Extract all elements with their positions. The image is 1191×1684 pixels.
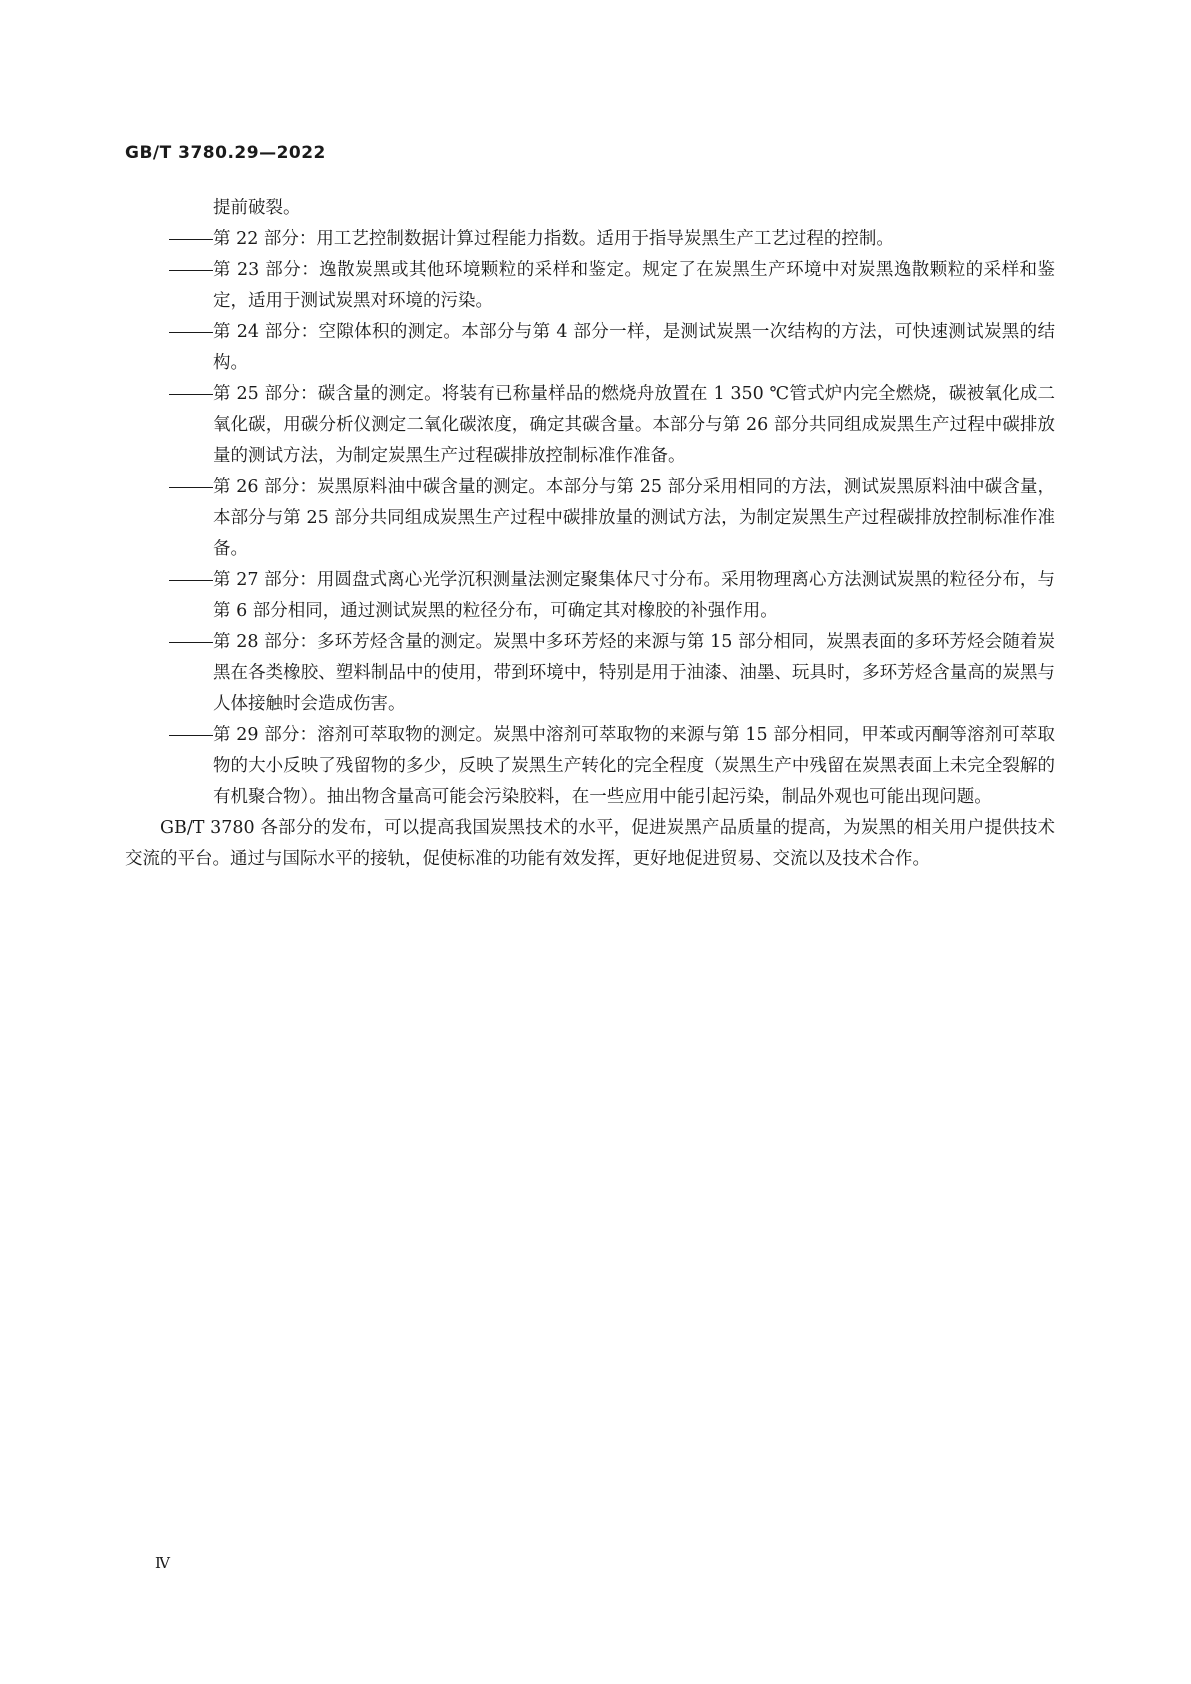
dash-bullet	[125, 565, 213, 627]
list-item	[125, 379, 1055, 472]
list-item-text: 第 28 部分：多环芳烃含量的测定。炭黑中多环芳烃的来源与第 15 部分相同，炭黑表面的多环芳烃会随着炭黑在各类橡胶、塑料制品中的使用，带到环境中，特别是用于油漆、油墨、玩具时，多环芳烃含量高的炭黑与人体接触时会造成伤害。	[213, 632, 1055, 714]
list-item-text: 第 29 部分：溶剂可萃取物的测定。炭黑中溶剂可萃取物的来源与第 15 部分相同，甲苯或丙酮等溶剂可萃取物的大小反映了残留物的多少，反映了炭黑生产转化的完全程度（炭黑生产中残留在炭黑表面上未完全裂解的有机聚合物）。抽出物含量高可能会污染胶料，在一些应用中能引起污染，制品外观也可能出现问题。	[213, 725, 1055, 807]
list-item	[125, 720, 1055, 813]
page-number: Ⅳ	[155, 1554, 170, 1572]
list-item-text: 第 24 部分：空隙体积的测定。本部分与第 4 部分一样，是测试炭黑一次结构的方法，可快速测试炭黑的结构。	[213, 322, 1055, 373]
list-item-text: 第 26 部分：炭黑原料油中碳含量的测定。本部分与第 25 部分采用相同的方法，测试炭黑原料油中碳含量，本部分与第 25 部分共同组成炭黑生产过程中碳排放量的测试方法，为制定炭黑生产过程碳排放控制标准作准备。	[213, 477, 1055, 559]
continuation-line: 提前破裂。	[213, 198, 301, 218]
standard-number: GB/T 3780.29—2022	[125, 143, 326, 163]
dash-bullet	[125, 255, 213, 317]
dash-bullet	[125, 317, 213, 379]
list-item-text: 第 25 部分：碳含量的测定。将装有已称量样品的燃烧舟放置在 1 350 ℃管式炉内完全燃烧，碳被氧化成二氧化碳，用碳分析仪测定二氧化碳浓度，确定其碳含量。本部分与第 26 部分共同组成炭黑生产过程中碳排放量的测试方法，为制定炭黑生产过程碳排放控制标准作准备。	[213, 384, 1055, 466]
closing-paragraph: GB/T 3780 各部分的发布，可以提高我国炭黑技术的水平，促进炭黑产品质量的提高，为炭黑的相关用户提供技术交流的平台。通过与国际水平的接轨，促使标准的功能有效发挥，更好地促进贸易、交流以及技术合作。	[125, 818, 1055, 869]
dash-bullet	[125, 720, 213, 813]
dash-bullet	[125, 472, 213, 565]
list-item	[125, 565, 1055, 627]
dash-bullet	[125, 379, 213, 472]
list-item	[125, 255, 1055, 317]
document-body	[125, 193, 1055, 875]
list-item	[125, 627, 1055, 720]
list-item-text: 第 22 部分：用工艺控制数据计算过程能力指数。适用于指导炭黑生产工艺过程的控制。	[213, 229, 894, 249]
list-item-text: 第 27 部分：用圆盘式离心光学沉积测量法测定聚集体尺寸分布。采用物理离心方法测试炭黑的粒径分布，与第 6 部分相同，通过测试炭黑的粒径分布，可确定其对橡胶的补强作用。	[213, 570, 1055, 621]
dash-bullet	[125, 224, 213, 255]
list-item-text: 第 23 部分：逸散炭黑或其他环境颗粒的采样和鉴定。规定了在炭黑生产环境中对炭黑逸散颗粒的采样和鉴定，适用于测试炭黑对环境的污染。	[213, 260, 1055, 311]
dash-bullet	[125, 627, 213, 720]
list-item	[125, 317, 1055, 379]
list-item	[125, 472, 1055, 565]
list-item	[125, 224, 1055, 255]
